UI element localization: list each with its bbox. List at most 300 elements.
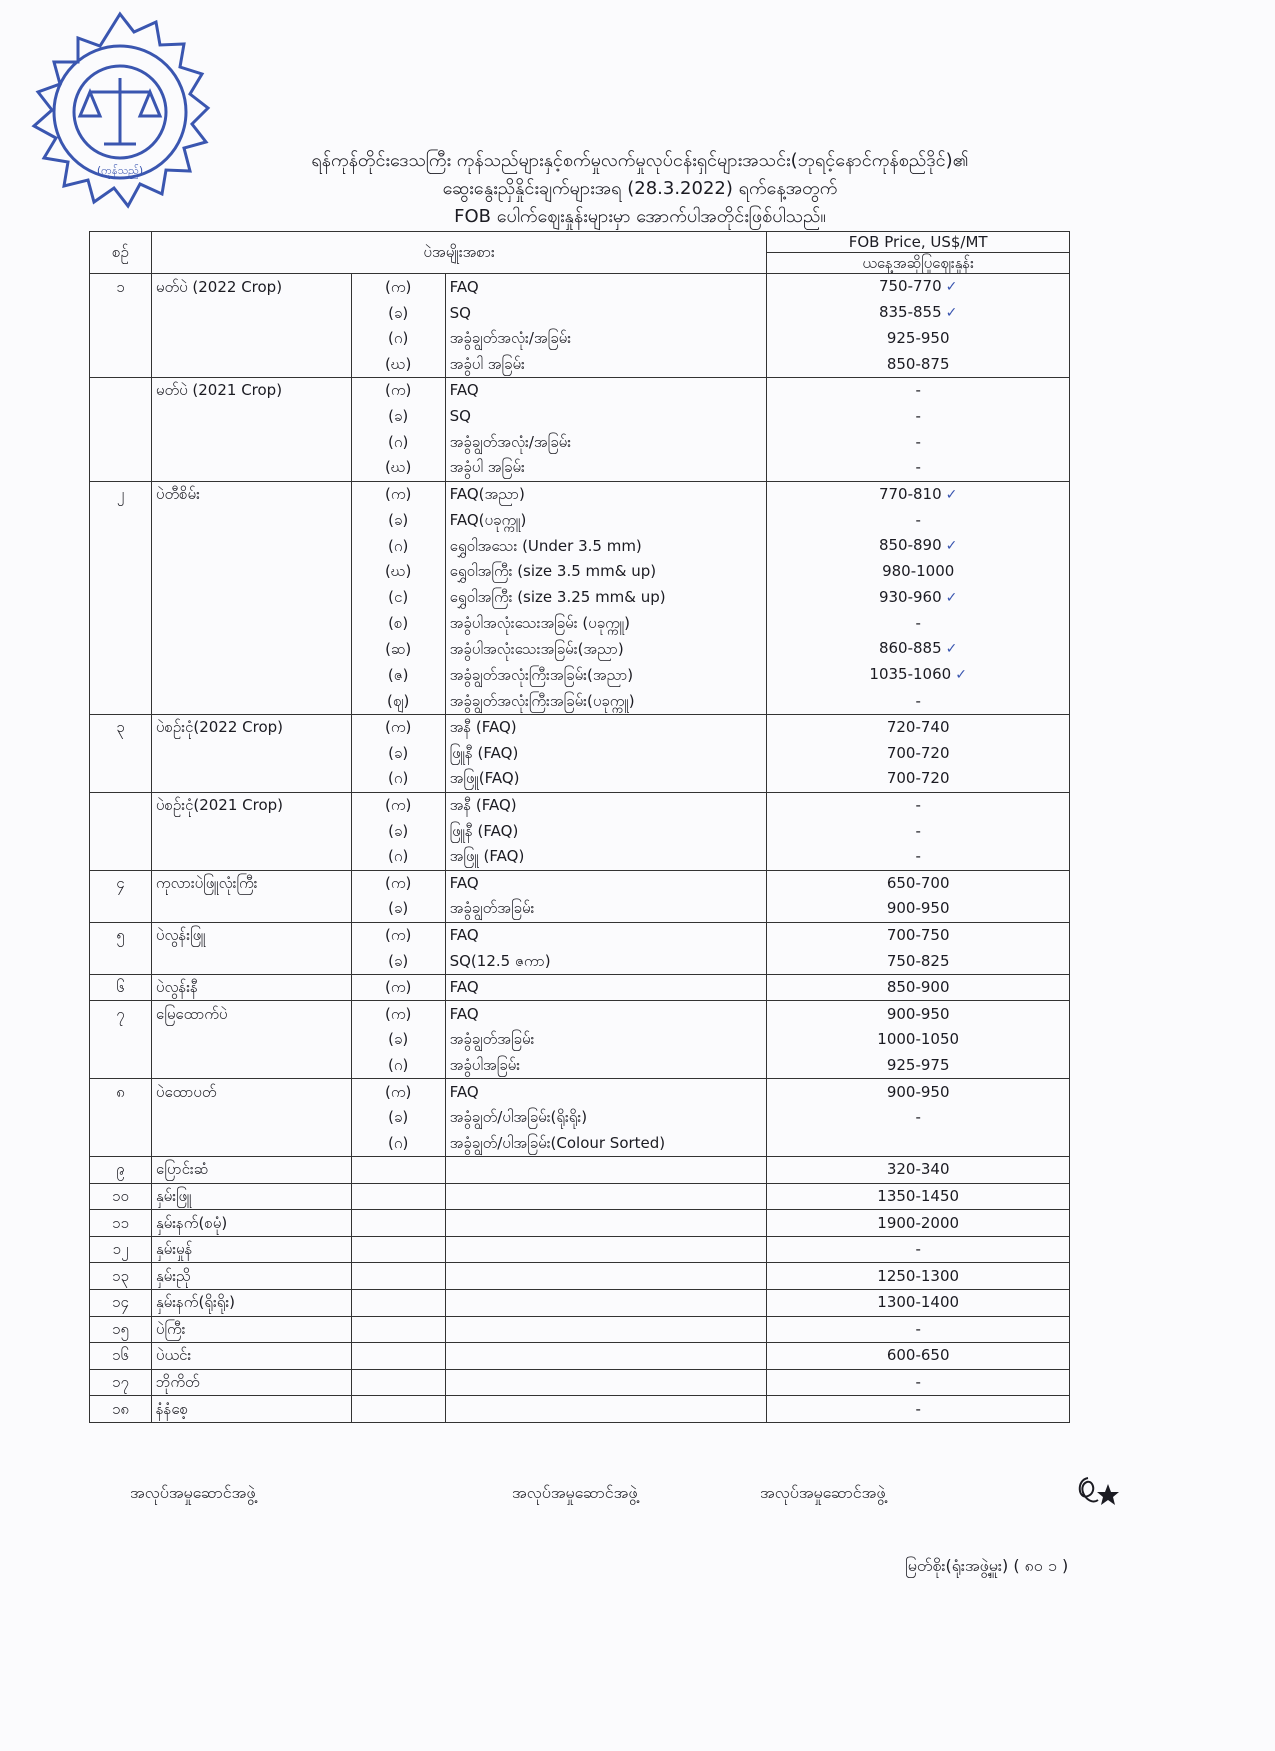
table-row bbox=[90, 818, 1070, 844]
table-row bbox=[90, 1396, 1070, 1423]
row-price bbox=[767, 300, 1070, 326]
row-number bbox=[90, 429, 152, 455]
row-grade-text: အခွံချွတ်အလုံး/အခြမ်း bbox=[449, 329, 572, 348]
row-number-text: ၁၃ bbox=[112, 1266, 129, 1285]
clerk-note: မြတ်စိုး(ရုံးအဖွဲ့မှူး) ( ၈၀ ၁ ) bbox=[905, 1556, 1069, 1575]
row-grade bbox=[445, 429, 767, 455]
row-price-text: - bbox=[915, 1108, 921, 1127]
row-sub-letter-text: (ခ) bbox=[388, 510, 409, 529]
row-sub-letter-text: (က) bbox=[384, 873, 412, 892]
row-sub-letter-text: (ဂ) bbox=[388, 1133, 409, 1152]
row-commodity-text: ပဲစဉ်းငုံ(2021 Crop) bbox=[155, 796, 284, 815]
row-grade bbox=[445, 1316, 767, 1343]
row-commodity bbox=[151, 404, 351, 430]
row-commodity bbox=[151, 1290, 351, 1317]
row-grade-text: FAQ(အညာ) bbox=[449, 485, 525, 504]
row-number bbox=[90, 326, 152, 352]
row-price bbox=[767, 352, 1070, 378]
table-row bbox=[90, 1369, 1070, 1396]
row-price bbox=[767, 1027, 1070, 1053]
row-commodity bbox=[151, 1183, 351, 1210]
row-price-text: - bbox=[915, 510, 921, 529]
row-commodity-text: နှမ်းနက်(ရိုးရိုး) bbox=[155, 1293, 236, 1312]
header-no: စဉ် bbox=[90, 232, 152, 274]
row-price-text: 1350-1450 bbox=[877, 1186, 960, 1205]
row-commodity bbox=[151, 818, 351, 844]
row-commodity bbox=[151, 611, 351, 637]
row-sub-letter bbox=[351, 896, 445, 922]
row-grade bbox=[445, 818, 767, 844]
row-price-text: - bbox=[915, 796, 921, 815]
row-number bbox=[90, 274, 152, 301]
row-sub-letter bbox=[351, 1157, 445, 1184]
row-sub-letter bbox=[351, 922, 445, 948]
row-commodity bbox=[151, 948, 351, 974]
table-row bbox=[90, 766, 1070, 792]
row-sub-letter-text: (င) bbox=[388, 588, 409, 607]
row-number bbox=[90, 1183, 152, 1210]
row-commodity-text: ကုလားပဲဖြူလုံးကြီး bbox=[155, 873, 258, 892]
row-grade bbox=[445, 1396, 767, 1423]
row-number bbox=[90, 352, 152, 378]
row-commodity bbox=[151, 844, 351, 870]
row-grade-text: FAQ bbox=[449, 978, 479, 997]
row-number-text: ၁၅ bbox=[112, 1319, 129, 1338]
row-sub-letter-text: (ဈ) bbox=[387, 691, 410, 710]
row-number-text: ၁၆ bbox=[112, 1346, 129, 1365]
check-mark-icon: ✓ bbox=[945, 279, 958, 295]
row-number bbox=[90, 559, 152, 585]
row-grade bbox=[445, 636, 767, 662]
row-number bbox=[90, 481, 152, 508]
row-price-text: 700-750 bbox=[886, 925, 950, 944]
row-number bbox=[90, 378, 152, 404]
row-price-text: 1300-1400 bbox=[877, 1293, 960, 1312]
row-number bbox=[90, 1105, 152, 1131]
table-row bbox=[90, 688, 1070, 714]
row-sub-letter bbox=[351, 1263, 445, 1290]
price-rows bbox=[90, 274, 1070, 1423]
row-price-text: 750-825 bbox=[886, 951, 950, 970]
row-sub-letter bbox=[351, 1210, 445, 1237]
row-price-text: 600-650 bbox=[886, 1346, 950, 1365]
row-sub-letter bbox=[351, 792, 445, 818]
row-sub-letter-text: (ဂ) bbox=[388, 769, 409, 788]
row-commodity-text: ပဲလွန်းနီ bbox=[155, 978, 198, 997]
row-grade-text: အခွံပါ အခြမ်း bbox=[449, 354, 525, 373]
row-commodity bbox=[151, 429, 351, 455]
row-number-text: ၁၂ bbox=[112, 1240, 129, 1259]
row-number bbox=[90, 1027, 152, 1053]
row-commodity bbox=[151, 326, 351, 352]
row-commodity bbox=[151, 455, 351, 481]
row-sub-letter bbox=[351, 1130, 445, 1156]
row-sub-letter-text: (ဂ) bbox=[388, 329, 409, 348]
table-row bbox=[90, 741, 1070, 767]
row-price bbox=[767, 455, 1070, 481]
row-price-text: 1900-2000 bbox=[877, 1213, 960, 1232]
row-number bbox=[90, 792, 152, 818]
row-grade-text: အခွံချွတ်အလုံးကြီးအခြမ်း(အညာ) bbox=[449, 665, 634, 684]
row-price bbox=[767, 974, 1070, 1001]
row-grade-text: ဖြူနီ (FAQ) bbox=[449, 821, 519, 840]
row-number bbox=[90, 585, 152, 611]
row-price bbox=[767, 1157, 1070, 1184]
row-price bbox=[767, 274, 1070, 301]
row-price-text: 850-900 bbox=[886, 978, 950, 997]
row-grade bbox=[445, 300, 767, 326]
row-number bbox=[90, 1396, 152, 1423]
row-price-text: - bbox=[915, 614, 921, 633]
row-price bbox=[767, 1316, 1070, 1343]
row-price bbox=[767, 1396, 1070, 1423]
row-price-text: 1035-1060 bbox=[869, 665, 952, 684]
table-row bbox=[90, 896, 1070, 922]
row-commodity bbox=[151, 274, 351, 301]
row-number bbox=[90, 1343, 152, 1370]
row-grade bbox=[445, 688, 767, 714]
row-price-text: 835-855 bbox=[878, 303, 942, 321]
row-commodity bbox=[151, 1263, 351, 1290]
row-grade-text: အနီ (FAQ) bbox=[449, 718, 517, 737]
row-sub-letter-text: (က) bbox=[384, 1082, 412, 1101]
row-price-text: 1000-1050 bbox=[877, 1030, 960, 1049]
row-commodity-text: ပဲတီစိမ်း bbox=[155, 485, 200, 504]
row-number bbox=[90, 922, 152, 948]
row-grade-text: FAQ bbox=[449, 381, 479, 400]
check-mark-icon: ✓ bbox=[955, 667, 967, 684]
row-grade bbox=[445, 585, 767, 611]
table-row bbox=[90, 1263, 1070, 1290]
heading-line-3: FOB ပေါက်ဈေးနှုန်းများမှာ အောက်ပါအတိုင်းဖြစ်ပါသည်။ bbox=[454, 206, 826, 227]
row-number-text: ၁၄ bbox=[112, 1293, 129, 1312]
row-grade bbox=[445, 1290, 767, 1317]
row-commodity-text: မတ်ပဲ (2022 Crop) bbox=[155, 277, 283, 296]
row-grade-text: အခွံချွတ်/ပါအခြမ်း(Colour Sorted) bbox=[449, 1133, 666, 1152]
row-price-text: - bbox=[915, 691, 921, 710]
row-price-text: - bbox=[915, 1319, 921, 1338]
signature-icon bbox=[1058, 1470, 1128, 1510]
row-grade bbox=[445, 1343, 767, 1370]
table-row bbox=[90, 352, 1070, 378]
price-table bbox=[89, 231, 1070, 1423]
row-commodity-text: နှမ်းဖြူ bbox=[155, 1186, 192, 1205]
check-mark-icon: ✓ bbox=[945, 589, 958, 606]
row-sub-letter bbox=[351, 1105, 445, 1131]
row-price-text: 925-975 bbox=[886, 1055, 950, 1074]
row-sub-letter-text: (ခ) bbox=[388, 821, 409, 840]
row-sub-letter bbox=[351, 1027, 445, 1053]
row-price-text: 770-810 bbox=[878, 484, 942, 503]
row-grade-text: အဖြူ (FAQ) bbox=[449, 847, 525, 866]
row-price-text: 750-770 bbox=[878, 277, 942, 295]
row-sub-letter bbox=[351, 974, 445, 1001]
row-sub-letter bbox=[351, 1316, 445, 1343]
row-price bbox=[767, 1183, 1070, 1210]
heading-line-2: ဆွေးနွေးညှိနှိုင်းချက်များအရ (28.3.2022) ရက်နေ့အတွက် bbox=[442, 178, 838, 199]
footer-sign-2: အလုပ်အမှုဆောင်အဖွဲ့ bbox=[512, 1483, 638, 1502]
row-sub-letter-text: (ခ) bbox=[388, 1030, 409, 1049]
row-commodity bbox=[151, 352, 351, 378]
row-grade bbox=[445, 533, 767, 559]
row-price bbox=[767, 870, 1070, 896]
table-row bbox=[90, 1290, 1070, 1317]
row-number bbox=[90, 1130, 152, 1156]
row-number bbox=[90, 611, 152, 637]
row-number-text: ၇ bbox=[116, 1004, 125, 1023]
row-price bbox=[767, 585, 1070, 611]
row-commodity-text: နှမ်းညို bbox=[155, 1266, 191, 1285]
heading-line-1: ရန်ကုန်တိုင်းဒေသကြီး ကုန်သည်များနှင့်စက်မှုလက်မှုလုပ်ငန်းရှင်များအသင်း(ဘုရင့်နောင်ကုန်စည်ဒိုင်)၏ bbox=[311, 150, 969, 171]
row-grade-text: အခွံချွတ်အခြမ်း bbox=[449, 899, 535, 918]
row-price bbox=[767, 636, 1070, 662]
row-sub-letter-text: (က) bbox=[384, 718, 412, 737]
row-sub-letter bbox=[351, 1183, 445, 1210]
row-price bbox=[767, 844, 1070, 870]
row-commodity bbox=[151, 1105, 351, 1131]
table-row bbox=[90, 508, 1070, 534]
row-price bbox=[767, 1001, 1070, 1027]
row-grade bbox=[445, 1210, 767, 1237]
row-grade bbox=[445, 455, 767, 481]
row-grade bbox=[445, 714, 767, 740]
row-price bbox=[767, 1105, 1070, 1131]
row-grade-text: အဖြူ(FAQ) bbox=[449, 769, 520, 788]
row-sub-letter bbox=[351, 662, 445, 688]
row-grade bbox=[445, 481, 767, 508]
table-row bbox=[90, 378, 1070, 404]
row-commodity bbox=[151, 481, 351, 508]
row-commodity-text: ပဲယင်း bbox=[155, 1346, 192, 1365]
row-price-text: 700-720 bbox=[886, 743, 950, 762]
row-price bbox=[767, 688, 1070, 714]
row-grade-text: FAQ bbox=[449, 277, 479, 296]
row-sub-letter bbox=[351, 1396, 445, 1423]
row-sub-letter-text: (က) bbox=[384, 796, 412, 815]
row-number bbox=[90, 1369, 152, 1396]
row-grade bbox=[445, 896, 767, 922]
row-sub-letter-text: (ဃ) bbox=[385, 354, 412, 373]
table-row bbox=[90, 636, 1070, 662]
row-grade bbox=[445, 948, 767, 974]
row-number-text: ၁၁ bbox=[112, 1213, 129, 1232]
row-sub-letter bbox=[351, 300, 445, 326]
row-grade bbox=[445, 1079, 767, 1105]
row-sub-letter-text: (ခ) bbox=[388, 951, 409, 970]
footer-sign-3: အလုပ်အမှုဆောင်အဖွဲ့ bbox=[760, 1483, 886, 1502]
row-sub-letter-text: (ဇ) bbox=[387, 665, 409, 684]
row-commodity bbox=[151, 1343, 351, 1370]
row-number bbox=[90, 1263, 152, 1290]
row-price bbox=[767, 404, 1070, 430]
row-commodity bbox=[151, 662, 351, 688]
row-price bbox=[767, 533, 1070, 559]
row-commodity-text: မတ်ပဲ (2021 Crop) bbox=[155, 381, 283, 400]
row-sub-letter-text: (ခ) bbox=[388, 743, 409, 762]
row-number-text: ၁၇ bbox=[112, 1373, 129, 1392]
row-sub-letter bbox=[351, 870, 445, 896]
row-commodity-text: ပဲစဉ်းငုံ(2022 Crop) bbox=[155, 718, 284, 737]
row-number bbox=[90, 508, 152, 534]
table-row bbox=[90, 533, 1070, 559]
table-row bbox=[90, 404, 1070, 430]
table-row bbox=[90, 559, 1070, 585]
row-sub-letter bbox=[351, 481, 445, 508]
row-price bbox=[767, 429, 1070, 455]
table-row bbox=[90, 948, 1070, 974]
row-grade-text: ဖြူနီ (FAQ) bbox=[449, 743, 519, 762]
row-sub-letter bbox=[351, 455, 445, 481]
row-number-text: ၁၈ bbox=[111, 1399, 129, 1418]
row-commodity bbox=[151, 585, 351, 611]
row-price bbox=[767, 896, 1070, 922]
row-number bbox=[90, 404, 152, 430]
row-grade-text: FAQ bbox=[449, 1082, 479, 1101]
row-commodity bbox=[151, 1316, 351, 1343]
row-grade bbox=[445, 741, 767, 767]
row-grade bbox=[445, 378, 767, 404]
row-sub-letter-text: (ခ) bbox=[388, 899, 409, 918]
row-grade bbox=[445, 1157, 767, 1184]
row-sub-letter bbox=[351, 1079, 445, 1105]
row-number-text: ၁ bbox=[116, 277, 125, 296]
row-grade-text: ရွှေဝါအကြီး (size 3.25 mm& up) bbox=[449, 588, 666, 607]
row-number bbox=[90, 714, 152, 740]
row-number bbox=[90, 741, 152, 767]
table-row bbox=[90, 662, 1070, 688]
row-price bbox=[767, 1079, 1070, 1105]
row-number bbox=[90, 1290, 152, 1317]
row-grade bbox=[445, 974, 767, 1001]
row-price bbox=[767, 818, 1070, 844]
row-sub-letter-text: (ဃ) bbox=[385, 562, 412, 581]
row-number bbox=[90, 662, 152, 688]
table-row bbox=[90, 429, 1070, 455]
row-number bbox=[90, 533, 152, 559]
row-grade-text: ရွှေဝါအကြီး (size 3.5 mm& up) bbox=[449, 562, 657, 581]
table-row bbox=[90, 1105, 1070, 1131]
row-number-text: ၈ bbox=[116, 1082, 125, 1101]
row-commodity-text: ပဲကြီး bbox=[155, 1319, 186, 1338]
table-row bbox=[90, 1157, 1070, 1184]
row-price-text: 980-1000 bbox=[882, 562, 955, 581]
check-mark-icon: ✓ bbox=[945, 641, 958, 658]
row-number-text: ၉ bbox=[116, 1160, 125, 1179]
row-price bbox=[767, 922, 1070, 948]
row-sub-letter-text: (က) bbox=[384, 925, 412, 944]
row-grade bbox=[445, 1183, 767, 1210]
row-price bbox=[767, 481, 1070, 508]
row-price-text: - bbox=[915, 432, 921, 451]
row-price bbox=[767, 1290, 1070, 1317]
table-row bbox=[90, 300, 1070, 326]
row-price bbox=[767, 378, 1070, 404]
row-commodity-text: ပဲလွန်းဖြူ bbox=[155, 925, 206, 944]
row-grade-text: အခွံချွတ်/ပါအခြမ်း(ရိုးရိုး) bbox=[449, 1108, 588, 1127]
row-commodity bbox=[151, 1369, 351, 1396]
row-number bbox=[90, 844, 152, 870]
row-price-text: - bbox=[915, 1373, 921, 1392]
row-grade-text: SQ(12.5 ဇကာ) bbox=[449, 951, 551, 970]
row-grade-text: SQ bbox=[449, 407, 471, 426]
row-sub-letter bbox=[351, 352, 445, 378]
svg-text:(ကုန်သည်): (ကုန်သည်) bbox=[96, 164, 144, 177]
row-grade bbox=[445, 870, 767, 896]
row-price bbox=[767, 948, 1070, 974]
table-row bbox=[90, 870, 1070, 896]
row-commodity bbox=[151, 688, 351, 714]
row-grade-text: ရွှေဝါအသေး (Under 3.5 mm) bbox=[449, 536, 642, 555]
row-sub-letter bbox=[351, 508, 445, 534]
table-row bbox=[90, 1236, 1070, 1263]
row-sub-letter bbox=[351, 1290, 445, 1317]
table-row bbox=[90, 1343, 1070, 1370]
row-sub-letter-text: (ခ) bbox=[388, 407, 409, 426]
row-price-text: 900-950 bbox=[886, 899, 950, 918]
row-sub-letter-text: (က) bbox=[384, 1004, 412, 1023]
row-sub-letter-text: (က) bbox=[384, 277, 412, 296]
table-row bbox=[90, 1130, 1070, 1156]
row-sub-letter bbox=[351, 766, 445, 792]
row-price bbox=[767, 559, 1070, 585]
row-grade bbox=[445, 611, 767, 637]
table-row bbox=[90, 585, 1070, 611]
check-mark-icon: ✓ bbox=[945, 486, 958, 503]
row-price bbox=[767, 714, 1070, 740]
row-sub-letter bbox=[351, 1001, 445, 1027]
row-grade-text: FAQ bbox=[449, 1004, 479, 1023]
row-commodity-text: နှမ်းနက်(စမုံ) bbox=[155, 1213, 228, 1232]
row-price-text: 925-950 bbox=[886, 329, 950, 348]
row-sub-letter-text: (ဂ) bbox=[388, 1055, 409, 1074]
row-price-text: 700-720 bbox=[886, 769, 950, 788]
row-commodity bbox=[151, 1236, 351, 1263]
row-price-text: - bbox=[915, 458, 921, 477]
row-grade bbox=[445, 508, 767, 534]
table-row bbox=[90, 326, 1070, 352]
row-number-text: ၃ bbox=[116, 718, 125, 737]
row-price-text: 930-960 bbox=[878, 587, 942, 606]
row-commodity bbox=[151, 870, 351, 896]
row-sub-letter bbox=[351, 378, 445, 404]
row-sub-letter-text: (စ) bbox=[388, 614, 409, 633]
row-grade bbox=[445, 404, 767, 430]
header-kind: ပဲအမျိုးအစား bbox=[151, 232, 766, 274]
row-grade bbox=[445, 662, 767, 688]
row-number bbox=[90, 896, 152, 922]
row-number bbox=[90, 1236, 152, 1263]
row-sub-letter bbox=[351, 1343, 445, 1370]
row-grade bbox=[445, 274, 767, 301]
row-grade-text: FAQ bbox=[449, 873, 479, 892]
row-commodity bbox=[151, 533, 351, 559]
row-price-text: - bbox=[915, 821, 921, 840]
row-commodity bbox=[151, 1001, 351, 1027]
row-sub-letter-text: (ခ) bbox=[388, 1108, 409, 1127]
row-grade-text: FAQ bbox=[449, 925, 479, 944]
row-sub-letter-text: (က) bbox=[384, 381, 412, 400]
row-commodity bbox=[151, 974, 351, 1001]
row-grade-text: SQ bbox=[449, 303, 471, 322]
row-sub-letter bbox=[351, 948, 445, 974]
row-number-text: ၆ bbox=[116, 978, 125, 997]
table-row bbox=[90, 1027, 1070, 1053]
row-price bbox=[767, 741, 1070, 767]
row-price-text: 850-890 bbox=[878, 536, 942, 555]
row-commodity bbox=[151, 1027, 351, 1053]
row-sub-letter bbox=[351, 274, 445, 301]
row-price-text: 650-700 bbox=[886, 873, 950, 892]
